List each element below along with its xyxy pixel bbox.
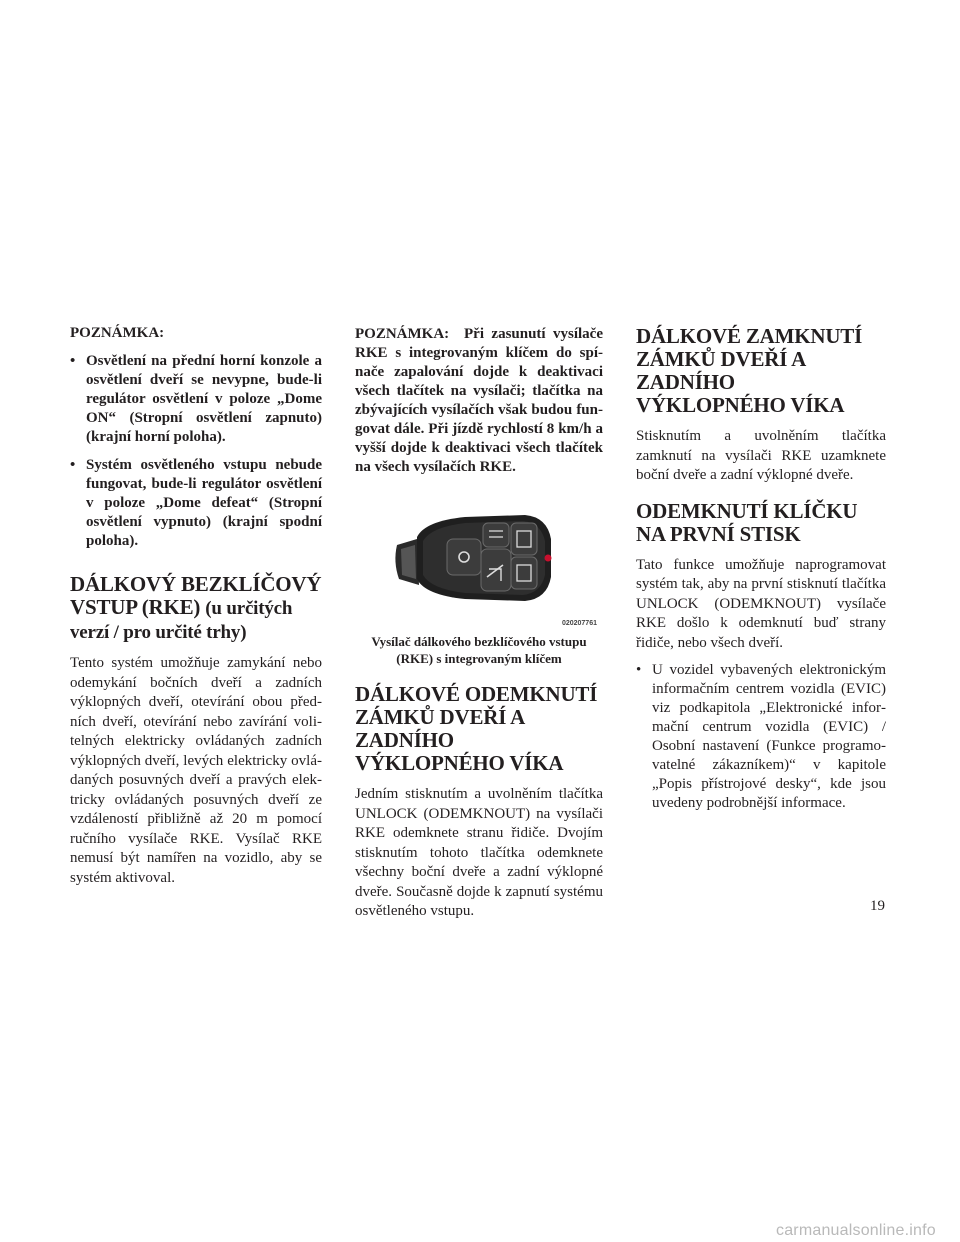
section-heading-rke-main: DÁLKOVÝ BEZKLÍČOVÝ VSTUP (RKE) bbox=[70, 572, 322, 619]
note-ignition bbox=[355, 325, 603, 477]
figure-caption: Vysílač dálkového bezklíčového vstupu (RKE) s integrovaným klíčem bbox=[371, 634, 587, 666]
section-heading-remote-unlock: DÁLKOVÉ ODEMKNUTÍ ZÁMKŮ DVEŘÍ A ZADNÍHO VÝKLOPNÉHO VÍKA bbox=[355, 682, 598, 775]
figure-code: 020207761 bbox=[561, 620, 597, 627]
remote-lock-description: Stisknutím a uvolněním tlačítka zamknutí na vysílači RKE uzamknete boční dveře a zadní výklopné dveře. bbox=[636, 428, 886, 483]
section-heading-rke-sub: (u určitých verzí / pro určité trhy) bbox=[70, 598, 293, 643]
evic-bullet-list bbox=[636, 661, 886, 813]
section-heading-rke bbox=[70, 573, 322, 644]
column-left bbox=[70, 325, 322, 896]
section-heading-first-press: ODEMKNUTÍ KLÍČKU NA PRVNÍ STISK bbox=[636, 498, 858, 546]
column-right bbox=[636, 325, 886, 822]
note-bullet-dome-on: • Osvětlení na přední horní konzole a osvětlení dveří se nevypne, bude-li regulátor osvětlení v poloze „Dome ON“ (Stropní osvětlení zapnuto) (krajní horní poloha). bbox=[70, 352, 322, 447]
key-fob-icon bbox=[355, 499, 603, 629]
note-title: POZNÁMKA: bbox=[70, 325, 165, 341]
remote-unlock-description: Jedním stisknutím a uvolněním tlačítka UNLOCK (ODEMKNOUT) na vysílači RKE odemknete stranu řidiče. Dvojím stisknutím tohoto tlačítka odemknete všechny boční dveře a zadní výklopné dveře. Současně dojde k zapnutí systému osvětleného vstupu. bbox=[355, 786, 603, 919]
section-heading-remote-lock: DÁLKOVÉ ZAMKNUTÍ ZÁMKŮ DVEŘÍ A ZADNÍHO VÝKLOPNÉHO VÍKA bbox=[636, 324, 863, 417]
rke-description: Tento systém umožňuje zamykání nebo odemykání bočních dveří a zadních výklopných dveří, otevírání obou předních dveří, otevírání nebo zavírání volitelných elektricky ovládaných zadních výklopných dveří, levých elektricky ovládaných posuvných dveří a pravých elektricky ovládaných posuvných dveří ze vzdáleností přibližně až 20 m pomocí ručního vysílače RKE. Vysílač RKE nemusí být namířen na vozidlo, aby se systém aktivoval. bbox=[70, 655, 322, 886]
page-number: 19 bbox=[870, 898, 885, 914]
note-ignition-text: Při zasunutí vysílače RKE s integrovaným klíčem do spínače zapalování dojde k deaktivaci všech tlačítek na vysílači; tlačítka na zbývajících vysílačích však budou fungovat dále. Při jízdě rychlostí 8 km/h a vyšší dojde k deaktivaci všech tlačítek na všech vysílačích RKE. bbox=[355, 326, 603, 475]
first-press-description: Tato funkce umožňuje naprogramovat systém tak, aby na první stisknutí tlačítka UNLOCK (ODEMKNOUT) vysílače RKE došlo k odemknutí buď strany řidiče, nebo všech dveří. bbox=[636, 556, 886, 651]
note-bullet-list bbox=[70, 352, 322, 551]
watermark: carmanualsonline.info bbox=[776, 1222, 936, 1239]
evic-bullet: • U vozidel vybavených elektronickým informačním centrem vozidla (EVIC) viz podkapitola „Elektronické informační centrum vozidla (EVIC) / Osobní nastavení (Funkce programovatelné zákazníkem)“ v kapitole „Popis přístrojové desky“, kde jsou uvedeny podrobnější informace. bbox=[636, 661, 886, 813]
note-ignition-lead: POZNÁMKA: bbox=[355, 326, 450, 342]
note-bullet-dome-defeat: • Systém osvětleného vstupu nebude fungovat, bude-li regulátor osvětlení v poloze „Dome defeat“ (Stropní osvětlení vypnuto) (krajní spodní poloha). bbox=[70, 456, 322, 551]
column-middle bbox=[355, 325, 603, 930]
rke-key-fob-figure bbox=[355, 499, 603, 629]
